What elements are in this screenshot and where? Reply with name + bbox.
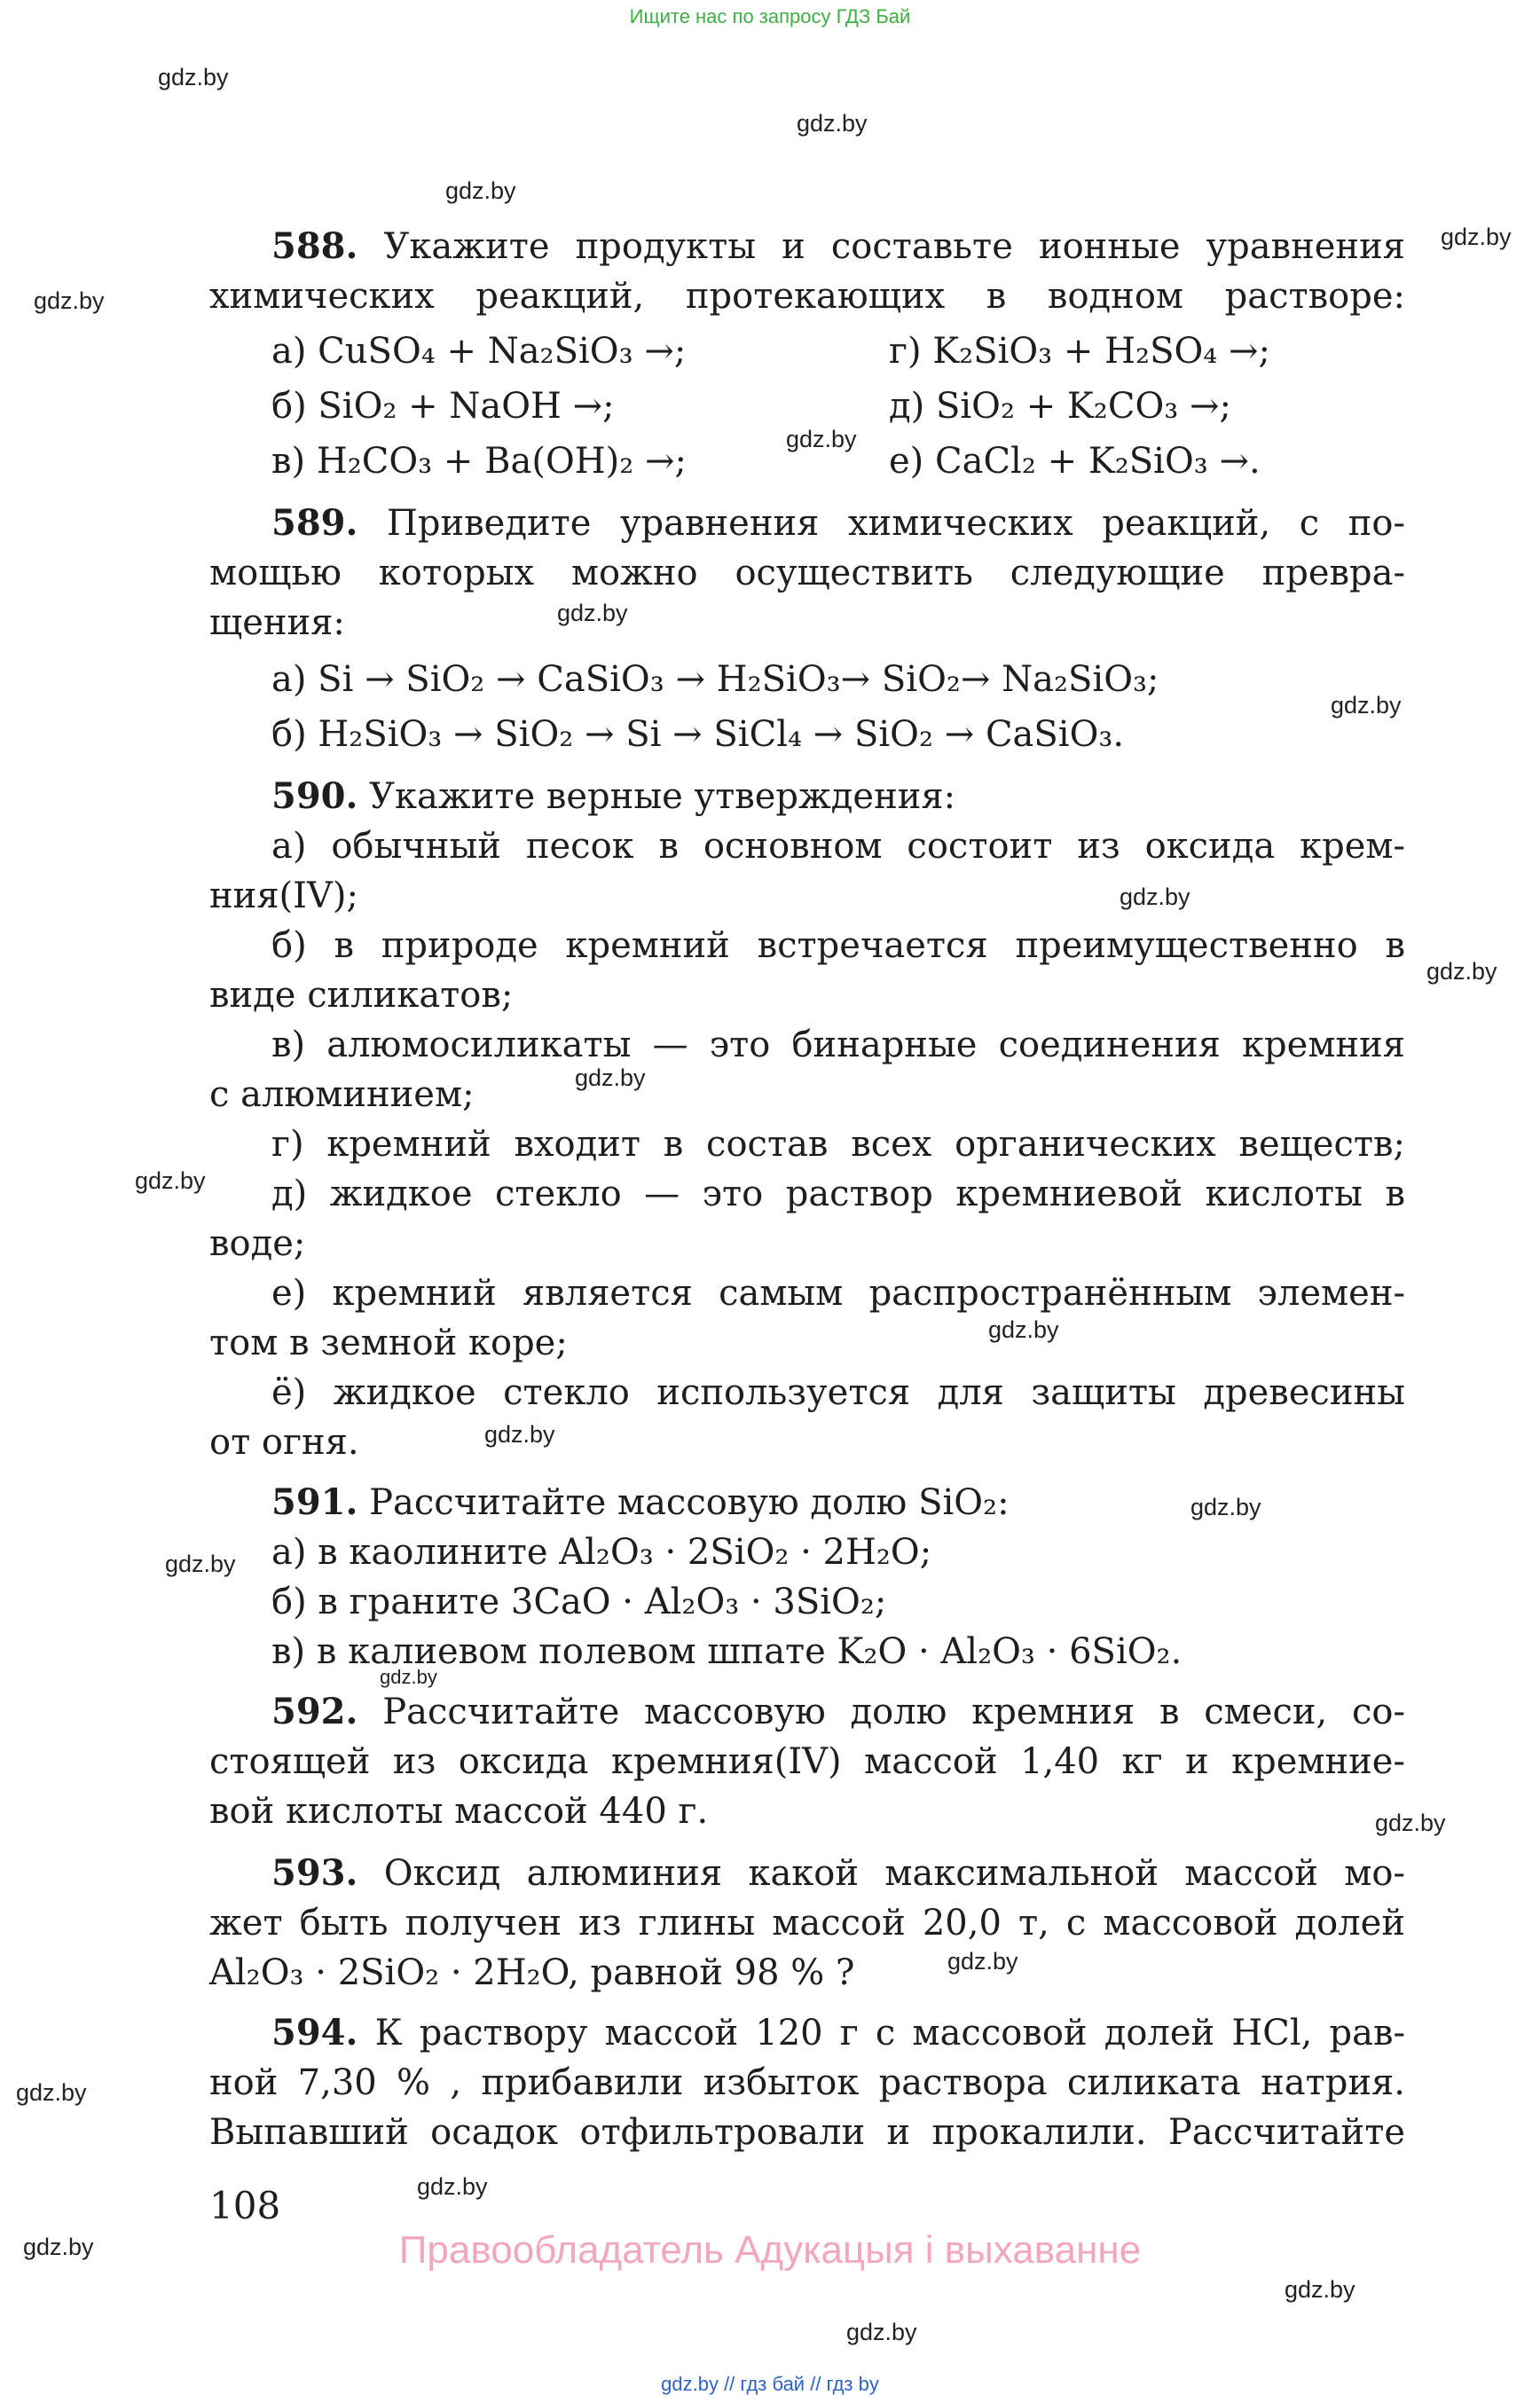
watermark: gdz.by [947, 1948, 1018, 1975]
watermark: gdz.by [1190, 1494, 1261, 1520]
problem-text: Рассчитайте массовую долю SiO₂: [358, 1482, 1010, 1523]
watermark: gdz.by [1331, 692, 1402, 719]
reaction-item: г) K₂SiO₃ + H₂SO₄ →; [889, 331, 1271, 372]
problem-593-line: жет быть получен из глины массой 20,0 т, с массовой долей [209, 1903, 1405, 1944]
top-banner[interactable]: Ищите нас по запросу ГДЗ Бай [629, 5, 911, 27]
mineral-item: а) в каолините Al₂O₃ · 2SiO₂ · 2H₂O; [271, 1532, 932, 1573]
statement-item: б) в природе кремний встречается преимущественно в [271, 925, 1405, 966]
watermark: gdz.by [786, 426, 857, 452]
problem-text: Рассчитайте массовую долю кремния в смеси, со- [358, 1692, 1405, 1732]
problem-593-line [271, 1852, 1405, 1895]
copyright-notice: Правообладатель Адукацыя і выхаванне [398, 2228, 1142, 2272]
problem-591-line [271, 1481, 1010, 1524]
problem-592-line [271, 1691, 1405, 1733]
problem-text: Укажите верные утверждения: [358, 776, 956, 817]
statement-item: в) алюмосиликаты — это бинарные соединения кремния [271, 1025, 1405, 1065]
watermark: gdz.by [575, 1064, 646, 1091]
watermark: gdz.by [1426, 958, 1497, 985]
watermark: gdz.by [380, 1666, 437, 1688]
watermark: gdz.by [165, 1551, 236, 1577]
watermark: gdz.by [797, 110, 868, 137]
reaction-item: а) CuSO₄ + Na₂SiO₃ →; [271, 331, 687, 372]
problem-number: 588. [271, 225, 358, 267]
bottom-banner[interactable]: gdz.by // гдз бай // гдз by [661, 2373, 879, 2395]
transformation-chain: б) H₂SiO₃ → SiO₂ → Si → SiCl₄ → SiO₂ → CaSiO₃. [271, 714, 1125, 755]
watermark: gdz.by [1120, 883, 1190, 910]
statement-item: ния(IV); [209, 876, 358, 916]
problem-590-line [271, 775, 955, 818]
problem-number: 592. [271, 1691, 358, 1732]
problem-588-line [271, 225, 1405, 268]
watermark: gdz.by [135, 1167, 206, 1194]
transformation-chain: а) Si → SiO₂ → CaSiO₃ → H₂SiO₃→ SiO₂→ Na₂SiO₃; [271, 659, 1159, 700]
problem-number: 594. [271, 2012, 358, 2054]
statement-item: с алюминием; [209, 1074, 475, 1115]
reaction-item: д) SiO₂ + K₂CO₃ →; [889, 386, 1231, 427]
statement-item: д) жидкое стекло — это раствор кремниевой кислоты в [271, 1174, 1405, 1214]
statement-item: том в земной коре; [209, 1323, 568, 1363]
problem-number: 590. [271, 775, 358, 817]
problem-text: Оксид алюминия какой максимальной массой мо- [358, 1853, 1405, 1894]
watermark: gdz.by [34, 287, 105, 314]
watermark: gdz.by [16, 2079, 87, 2106]
watermark: gdz.by [1375, 1810, 1446, 1836]
problem-number: 589. [271, 502, 358, 544]
problem-text: Укажите продукты и составьте ионные уравнения [358, 226, 1405, 267]
problem-594-line: ной 7,30 % , прибавили избыток раствора силиката натрия. [209, 2062, 1405, 2103]
problem-text: Приведите уравнения химических реакций, с по- [358, 503, 1405, 544]
mineral-item: в) в калиевом полевом шпате K₂O · Al₂O₃ · 6SiO₂. [271, 1631, 1182, 1672]
watermark: gdz.by [417, 2173, 488, 2200]
problem-594-line [271, 2012, 1405, 2054]
problem-588-line: химических реакций, протекающих в водном растворе: [209, 276, 1405, 317]
statement-item: г) кремний входит в состав всех органических веществ; [271, 1124, 1405, 1165]
reaction-item: в) H₂CO₃ + Ba(OH)₂ →; [271, 441, 688, 482]
reaction-item: б) SiO₂ + NaOH →; [271, 386, 615, 427]
page-number: 108 [209, 2184, 281, 2227]
watermark: gdz.by [484, 1421, 555, 1448]
watermark: gdz.by [1285, 2276, 1355, 2303]
problem-592-line: вой кислоты массой 440 г. [209, 1791, 709, 1832]
problem-number: 591. [271, 1481, 358, 1523]
statement-item: ё) жидкое стекло используется для защиты древесины [271, 1372, 1405, 1413]
watermark: gdz.by [158, 64, 229, 90]
problem-593-line: Al₂O₃ · 2SiO₂ · 2H₂O, равной 98 % ? [209, 1952, 855, 1993]
statement-item: виде силикатов; [209, 975, 514, 1016]
problem-589-line: мощью которых можно осуществить следующие превра- [209, 553, 1405, 593]
problem-589-line: щения: [209, 602, 345, 643]
watermark: gdz.by [988, 1316, 1059, 1343]
reaction-item: е) CaCl₂ + K₂SiO₃ →. [889, 441, 1261, 482]
statement-item: е) кремний является самым распространённым элемен- [271, 1273, 1405, 1314]
statement-item: от огня. [209, 1422, 359, 1463]
watermark: gdz.by [846, 2319, 917, 2345]
watermark: gdz.by [1441, 224, 1512, 250]
watermark: gdz.by [557, 600, 628, 626]
watermark: gdz.by [445, 177, 516, 204]
problem-number: 593. [271, 1852, 358, 1894]
problem-text: К раствору массой 120 г с массовой долей HCl, рав- [358, 2013, 1405, 2054]
watermark: gdz.by [23, 2234, 94, 2260]
problem-589-line [271, 502, 1405, 545]
problem-592-line: стоящей из оксида кремния(IV) массой 1,40 кг и кремние- [209, 1741, 1405, 1782]
problem-594-line: Выпавший осадок отфильтровали и прокалили. Рассчитайте [209, 2112, 1405, 2153]
statement-item: воде; [209, 1223, 306, 1264]
statement-item: а) обычный песок в основном состоит из оксида крем- [271, 826, 1405, 867]
mineral-item: б) в граните 3CaO · Al₂O₃ · 3SiO₂; [271, 1582, 887, 1622]
